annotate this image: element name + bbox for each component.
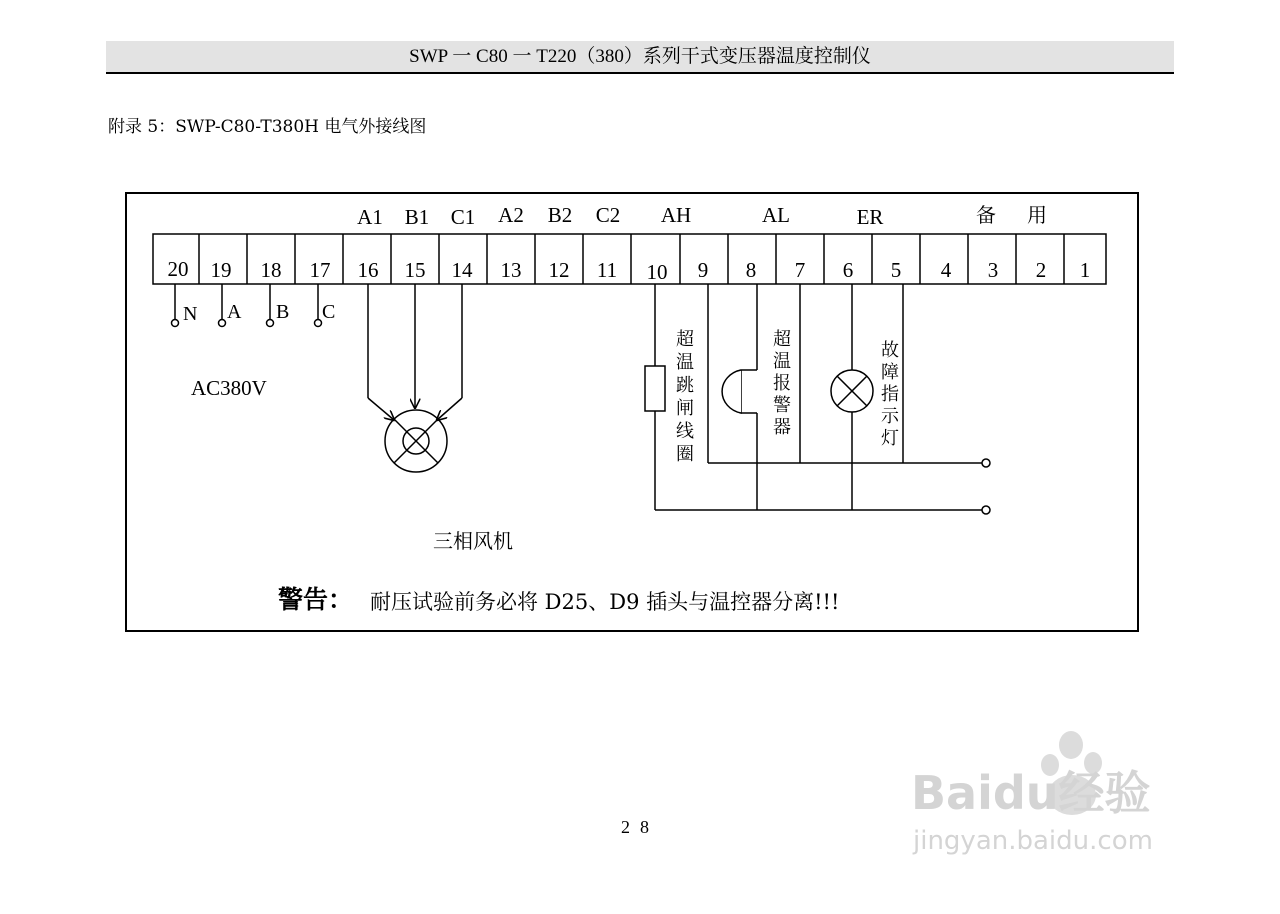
terminal-1: 1 — [1079, 258, 1091, 282]
terminal-10: 10 — [646, 260, 668, 284]
fan-label: 三相风机 — [433, 529, 513, 553]
group-label-a1: A1 — [357, 205, 383, 229]
fault-lamp-label — [881, 340, 900, 449]
output-bus — [655, 459, 990, 514]
output-terminal-upper — [982, 459, 990, 467]
phase-label-b: B — [276, 301, 290, 323]
terminal-12: 12 — [548, 258, 570, 282]
group-label-c1: C1 — [450, 205, 476, 229]
trip-coil-symbol — [645, 366, 665, 411]
watermark-url: jingyan.baidu.com — [913, 826, 1153, 856]
warning-prefix: 警告： — [278, 585, 354, 614]
appendix-title: 附录 5：SWP-C80-T380H 电气外接线图 — [108, 117, 427, 137]
group-label-er: ER — [856, 205, 884, 229]
group-label-al: AL — [762, 203, 790, 227]
phase-label-n: N — [183, 303, 198, 325]
alarm-label — [773, 328, 791, 438]
phase-label-a: A — [227, 301, 242, 323]
group-label-spare-2: 用 — [1027, 203, 1047, 227]
terminal-20: 20 — [167, 257, 189, 281]
terminal-6: 6 — [842, 258, 854, 282]
warning-text: 耐压试验前务必将 D25、D9 插头与温控器分离!!! — [370, 590, 840, 614]
terminal-17: 17 — [309, 258, 331, 282]
terminal-15: 15 — [404, 258, 426, 282]
group-label-b2: B2 — [547, 203, 573, 227]
terminal-9: 9 — [697, 258, 709, 282]
watermark-brand: Baidu经验 — [911, 766, 1151, 820]
terminal-2: 2 — [1035, 258, 1047, 282]
terminal-4: 4 — [940, 258, 952, 282]
terminal-18: 18 — [260, 258, 282, 282]
group-label-a2: A2 — [498, 203, 524, 227]
svg-text:超温报警器: 超温报警器 — [773, 329, 791, 438]
group-label-c2: C2 — [595, 203, 621, 227]
page-header: SWP 一 C80 一 T220（380）系列干式变压器温度控制仪 — [106, 41, 1174, 74]
terminal-16: 16 — [357, 258, 379, 282]
terminal-strip — [153, 234, 1106, 284]
terminal-5: 5 — [890, 258, 902, 282]
svg-text:超温跳闸线圈: 超温跳闸线圈 — [676, 329, 694, 465]
terminal-19: 19 — [210, 258, 232, 282]
terminal-13: 13 — [500, 258, 522, 282]
trip-coil-circuit — [645, 284, 665, 510]
baidu-jingyan-watermark — [905, 725, 1205, 865]
terminal-14: 14 — [451, 258, 473, 282]
phase-label-c: C — [322, 301, 336, 323]
group-label-ah: AH — [660, 203, 692, 227]
voltage-label: AC380V — [191, 376, 267, 400]
terminal-3: 3 — [987, 258, 999, 282]
output-terminal-lower — [982, 506, 990, 514]
group-label-spare-1: 备 — [976, 203, 996, 227]
page-number: 28 — [621, 817, 659, 837]
terminal-7: 7 — [794, 258, 806, 282]
svg-text:故障指示灯: 故障指示灯 — [881, 340, 899, 449]
trip-coil-label — [676, 328, 694, 465]
group-label-b1: B1 — [404, 205, 430, 229]
terminal-8: 8 — [745, 258, 757, 282]
terminal-11: 11 — [596, 258, 618, 282]
fan-symbol — [368, 284, 462, 472]
